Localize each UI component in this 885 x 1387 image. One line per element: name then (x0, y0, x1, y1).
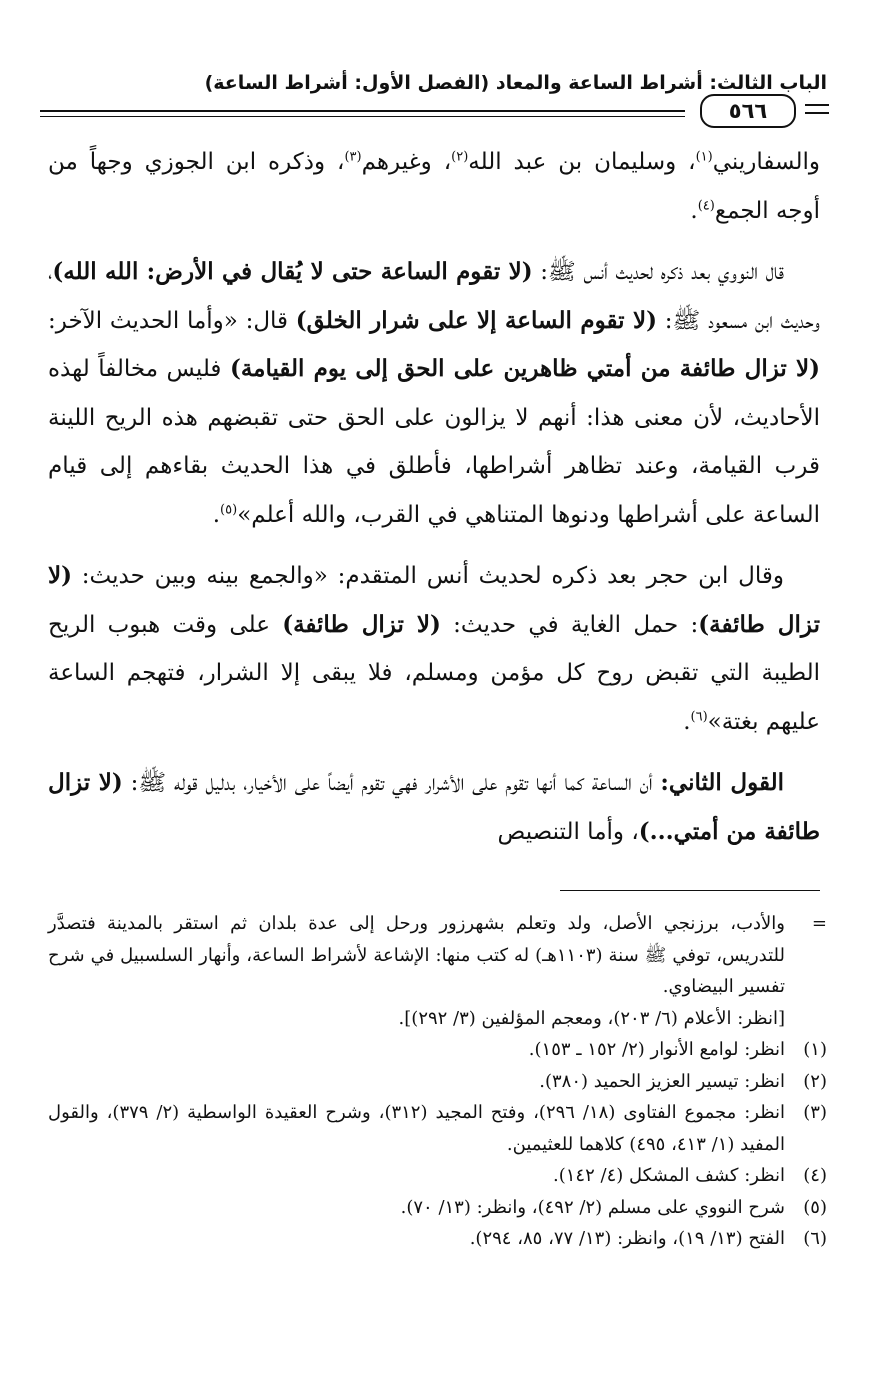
text-run: قال النووي بعد ذكره لحديث أنس ﷺ: (532, 259, 784, 285)
hadith-quote: (لا تزال طائفة) (282, 610, 441, 638)
paragraph (48, 138, 820, 235)
text-run: . (683, 708, 691, 735)
footnote-text: الفتح (١٣/ ١٩)، وانظر: (١٣/ ٧٧، ٨٥، ٢٩٤). (469, 1228, 785, 1249)
footnote (48, 1066, 827, 1098)
footnote-ref[interactable]: (٢) (451, 149, 469, 165)
text-run: . (690, 197, 698, 224)
text-run: ، وأما التنصيص (497, 818, 639, 845)
page-number: ٥٦٦ (728, 99, 768, 123)
footnote (48, 1097, 827, 1160)
page-number-ornament (805, 112, 829, 114)
footnote-text: انظر: مجموع الفتاوى (١٨/ ٢٩٦)، وفتح المجيد (٣١٢)، وشرح العقيدة الواسطية (٢/ ٣٧٩)، والقول المفيد (١/ ٤١٣، ٤٩٥) كلاهما للعثيمين. (48, 1102, 785, 1155)
text-run: . (212, 501, 221, 528)
footnote-text: انظر: كشف المشكل (٤/ ١٤٢). (553, 1165, 785, 1186)
text-run: ، وغيرهم (361, 149, 452, 175)
footnote-text: انظر: تيسير العزيز الحميد (٣٨٠). (539, 1070, 785, 1092)
footnote-separator (560, 890, 820, 891)
footnote-text: والأدب، برزنجي الأصل، ولد وتعلم بشهرزور ورحل إلى عدة بلدان ثم استقر بالمدينة فتصدَّر للتدريس، توفي ﷺ سنة (١١٠٣هـ) له كتب منها: الإشاعة لأشراط الساعة، وأنهار السلسبيل في شرح تفسير البيضاوي. (48, 913, 785, 997)
footnote-ref[interactable]: (٣) (344, 149, 362, 165)
page-number-badge (700, 94, 796, 128)
footnote (48, 1160, 827, 1192)
header-rule (40, 116, 685, 117)
text-run: ، وذكره ابن الجوزي وجهاً من أوجه الجمع (48, 149, 820, 224)
footnote-text: [انظر: الأعلام (٦/ ٢٠٣)، ومعجم المؤلفين (٣/ ٢٩٢)]. (398, 1007, 785, 1029)
section-label: القول الثاني: (660, 769, 784, 796)
footnote (48, 1034, 827, 1066)
footnote-ref[interactable]: (٦) (690, 708, 708, 724)
footnote-ref[interactable]: (٤) (697, 197, 715, 213)
paragraph (48, 759, 820, 856)
text-run: ، وحديث ابن مسعود ﷺ: (48, 259, 820, 334)
text-run: : حمل الغاية في حديث: (440, 611, 699, 638)
page-number-ornament (805, 104, 829, 106)
text-run: ، وسليمان بن عبد الله (468, 149, 696, 175)
footnote (48, 1223, 827, 1255)
footnote-ref[interactable]: (٥) (220, 501, 238, 517)
hadith-quote: (لا تزال طائفة) (48, 562, 820, 638)
footnote-number: (٥) (803, 1196, 827, 1218)
footnote-text (48, 908, 785, 1034)
text-run: والسفاريني (712, 149, 820, 175)
paragraph (48, 248, 820, 539)
footnotes (48, 908, 827, 1255)
footnote-number: (٤) (803, 1165, 827, 1186)
hadith-quote: (لا تزال طائفة من أمتي...) (48, 769, 820, 845)
footnote-number: (٣) (803, 1102, 827, 1123)
text-run: قال: «وأما الحديث الآخر: (48, 307, 296, 334)
hadith-quote: (لا تقوم الساعة حتى لا يُقال في الأرض: الله الله) (52, 258, 533, 285)
footnote-number: (٦) (803, 1228, 827, 1249)
text-run: على وقت هبوب الريح الطيبة التي تقبض روح كل مؤمن ومسلم، فلا يبقى إلا الشرار، فتهجم الساعة عليهم بغتة» (48, 611, 820, 735)
hadith-quote: (لا تزال طائفة من أمتي ظاهرين على الحق إلى يوم القيامة) (229, 355, 820, 382)
text-run: أن الساعة كما أنها تقوم على الأشرار فهي تقوم أيضاً على الأخيار، بدليل قوله ﷺ: (122, 770, 661, 796)
footnote-text: انظر: لوامع الأنوار (٢/ ١٥٢ ـ ١٥٣). (528, 1039, 785, 1060)
footnote (48, 1192, 827, 1224)
continuation-mark: = (811, 913, 827, 934)
running-title: الباب الثالث: أشراط الساعة والمعاد (الفصل الأول: أشراط الساعة) (204, 72, 827, 94)
footnote-ref[interactable]: (١) (695, 149, 713, 165)
hadith-quote: (لا تقوم الساعة إلا على شرار الخلق) (295, 306, 657, 334)
text-run: وقال ابن حجر بعد ذكره لحديث أنس المتقدم: «والجمع بينه وبين حديث: (72, 563, 784, 589)
footnote-number: (٢) (803, 1070, 827, 1092)
text-run: فليس مخالفاً لهذه الأحاديث، لأن معنى هذا: أنهم لا يزالون على الحق حتى تقبضهم هذه الريح اللينة قرب القيامة، وعند تظاهر أشراطها، فأطلق في هذا الحديث بقاءهم إلى قيام الساعة على أشراطها ودنوها المتناهي في القرب، والله أعلم» (48, 356, 820, 528)
main-text (48, 138, 820, 856)
footnote-continuation (48, 908, 827, 1034)
header-rule (40, 110, 685, 112)
footnote-text: شرح النووي على مسلم (٢/ ٤٩٢)، وانظر: (١٣/ ٧٠). (400, 1196, 785, 1218)
paragraph (48, 552, 820, 746)
footnote-number: (١) (803, 1039, 827, 1060)
